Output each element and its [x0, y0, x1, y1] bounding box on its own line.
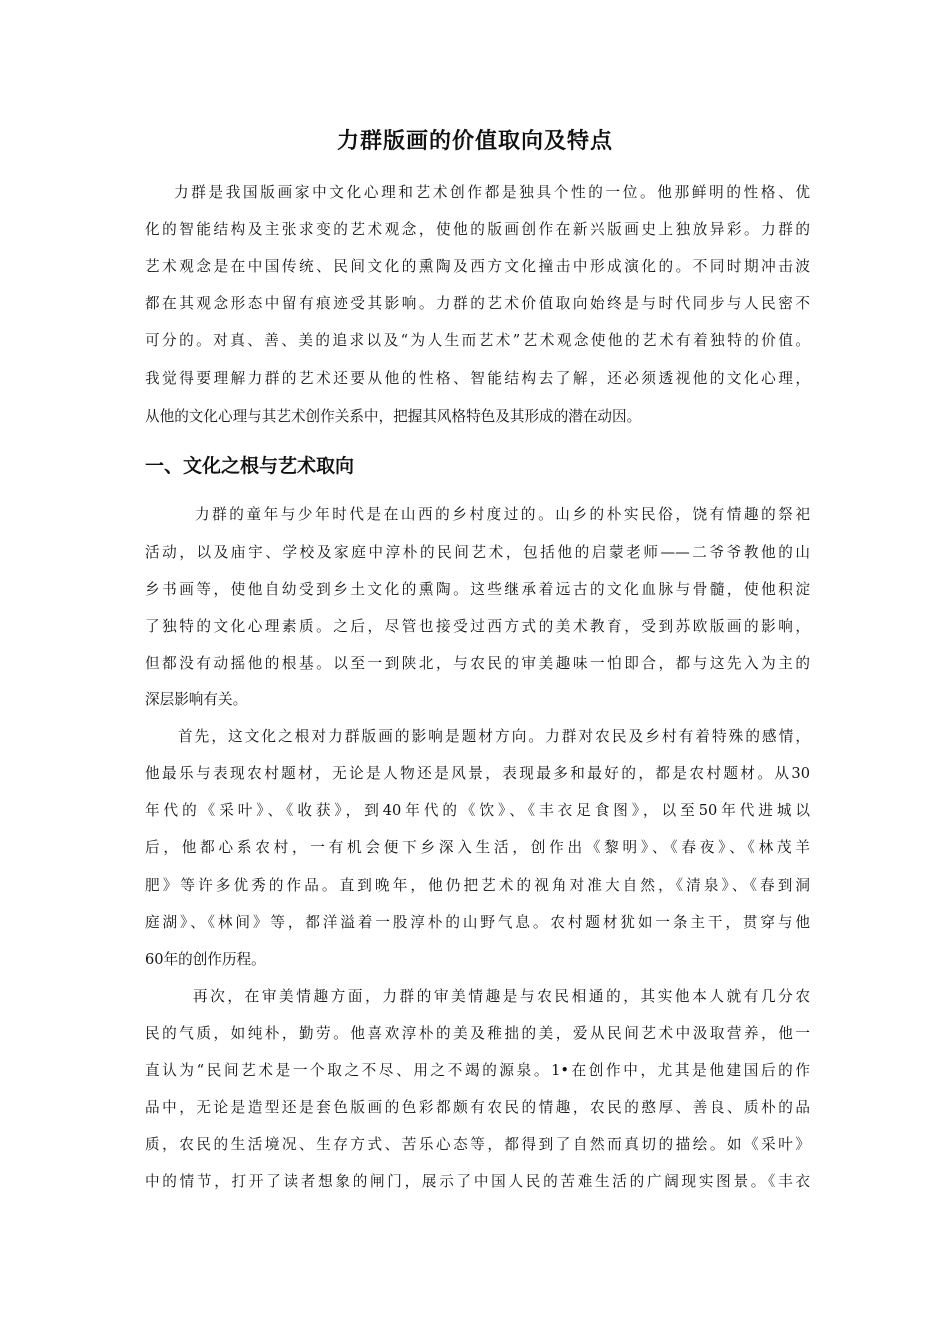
intro-line: 都在其观念形态中留有痕迹受其影响。力群的艺术价值取向始终是与时代同步与人民密不	[145, 295, 810, 312]
paragraph-line: 首先，这文化之根对力群版画的影响是题材方向。力群对农民及乡村有着特殊的感情，	[178, 728, 810, 745]
paragraph-line: 肥》等许多优秀的作品。直到晚年，他仍把艺术的视角对准大自然，《清泉》、《春到洞	[145, 877, 810, 894]
intro-line: 可分的。对真、善、美的追求以及“为人生而艺术”艺术观念使他的艺术有着独特的价值。	[145, 332, 810, 349]
intro-line: 力群是我国版画家中文化心理和艺术创作都是独具个性的一位。他那鲜明的性格、优	[174, 184, 810, 201]
paragraph-line: 60年的创作历程。	[145, 951, 266, 968]
document-title: 力群版画的价值取向及特点	[336, 129, 613, 154]
intro-line: 化的智能结构及主张求变的艺术观念，使他的版画创作在新兴版画史上独放异彩。力群的	[145, 221, 810, 238]
paragraph-line: 庭湖》、《林间》等，都洋溢着一股淳朴的山野气息。农村题材犹如一条主干，贯穿与他	[145, 914, 810, 931]
paragraph-line: 年代的《采叶》、《收获》，到40年代的《饮》、《丰衣足食图》，以至50年代进城以	[145, 802, 810, 819]
paragraph-line: 再次，在审美情趣方面，力群的审美情趣是与农民相通的，其实他本人就有几分农	[193, 988, 810, 1005]
paragraph-line: 了独特的文化心理素质。之后，尽管也接受过西方式的美术教育，受到苏欧版画的影响，	[145, 618, 810, 635]
intro-line: 我觉得要理解力群的艺术还要从他的性格、智能结构去了解，还必须透视他的文化心理，	[145, 370, 810, 387]
paragraph-line: 后，他都心系农村，一有机会便下乡深入生活，创作出《黎明》、《春夜》、《林茂羊	[145, 839, 810, 856]
paragraph-line: 他最乐与表现农村题材，无论是人物还是风景，表现最多和最好的，都是农村题材。从30	[145, 765, 810, 782]
paragraph-line: 直认为“民间艺术是一个取之不尽、用之不竭的源泉。1•在创作中，尤其是他建国后的作	[145, 1062, 810, 1079]
section-heading: 一、文化之根与艺术取向	[145, 455, 355, 477]
paragraph-line: 乡书画等，使他自幼受到乡土文化的熏陶。这些继承着远古的文化血脉与骨髓，使他积淀	[145, 581, 810, 598]
paragraph-line: 活动，以及庙宇、学校及家庭中淳朴的民间艺术，包括他的启蒙老师——二爷爷教他的山	[145, 544, 810, 561]
paragraph-line: 民的气质，如纯朴，勤劳。他喜欢淳朴的美及稚拙的美，爱从民间艺术中汲取营养，他一	[145, 1025, 810, 1042]
paragraph-line: 质，农民的生活境况、生存方式、苦乐心态等，都得到了自然而真切的描绘。如《采叶》	[145, 1136, 810, 1153]
intro-line: 从他的文化心理与其艺术创作关系中，把握其风格特色及其形成的潜在动因。	[145, 408, 642, 425]
paragraph-line: 品中，无论是造型还是套色版画的色彩都颇有农民的情趣，农民的憨厚、善良、质朴的品	[145, 1099, 810, 1116]
paragraph-line: 力群的童年与少年时代是在山西的乡村度过的。山乡的朴实民俗，饶有情趣的祭祀	[195, 506, 810, 523]
paragraph-line: 但都没有动摇他的根基。以至一到陕北，与农民的审美趣味一怕即合，都与这先入为主的	[145, 655, 810, 672]
intro-line: 艺术观念是在中国传统、民间文化的熏陶及西方文化撞击中形成演化的。不同时期冲击波	[145, 258, 810, 275]
paragraph-line: 中的情节，打开了读者想象的闸门，展示了中国人民的苦难生活的广阔现实图景。《丰衣	[145, 1173, 810, 1190]
paragraph-line: 深层影响有关。	[145, 691, 248, 708]
